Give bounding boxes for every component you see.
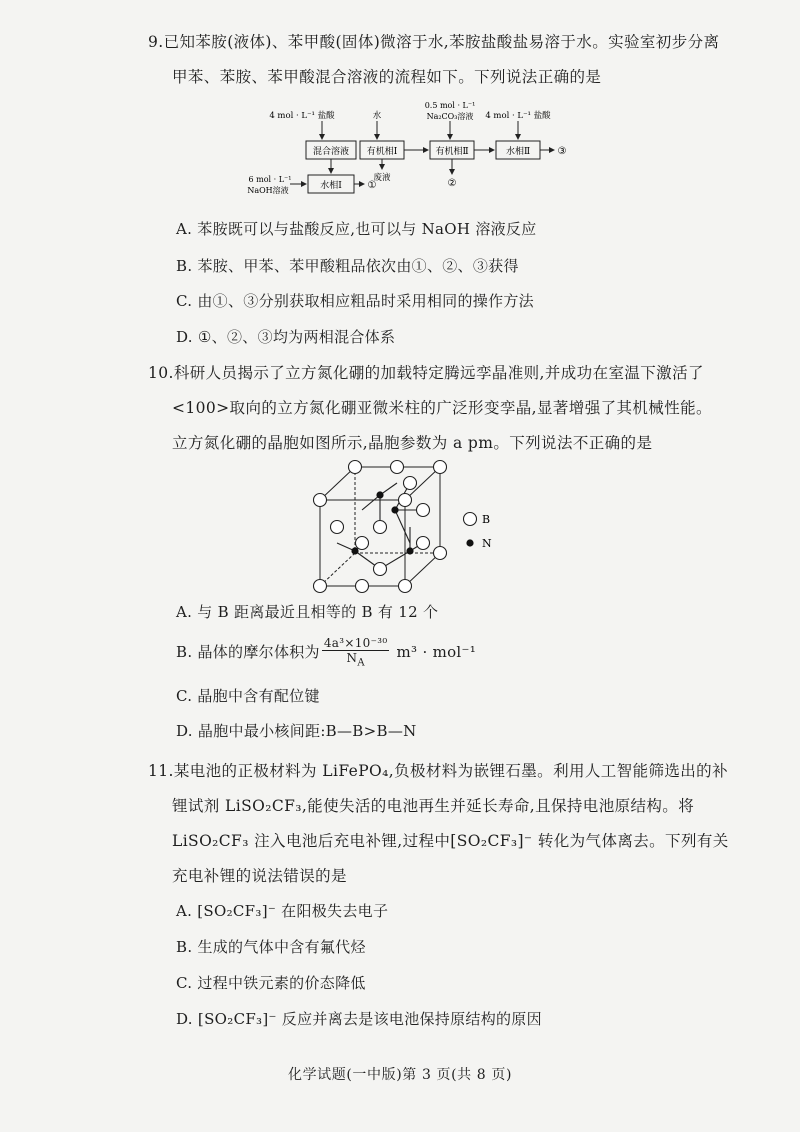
q9-stem-line2: 甲苯、苯胺、苯甲酸混合溶液的流程如下。下列说法正确的是 [172, 68, 602, 86]
q11-option-d: D. [SO₂CF₃]⁻ 反应并离去是该电池保持原结构的原因 [176, 1010, 542, 1028]
legend-n-label: N [482, 537, 492, 550]
q11-stem-line3: LiSO₂CF₃ 注入电池后充电补锂,过程中[SO₂CF₃]⁻ 转化为气体离去。下列有关 [172, 832, 729, 850]
q10-stem-line1: 10.科研人员揭示了立方氮化硼的加载特定腾远孪晶准则,并成功在室温下激活了 [148, 364, 704, 382]
q10-stem-line3: 立方氮化硼的晶胞如图所示,晶胞参数为 a pm。下列说法不正确的是 [172, 434, 653, 452]
q11-stem-line1: 11.某电池的正极材料为 LiFePO₄,负极材料为嵌锂石墨。利用人工智能筛选出的补 [148, 762, 728, 780]
fraction-denominator [322, 651, 390, 670]
flow-box-mixed-solution: 混合溶液 [312, 147, 350, 157]
flow-out1: ① [367, 180, 377, 191]
q9-option-d: D. ①、②、③均为两相混合体系 [176, 328, 396, 346]
flow-box-aqueous1: 水相Ⅰ [320, 181, 342, 191]
flow-reagent4: 4 mol · L⁻¹ 盐酸 [485, 111, 551, 121]
flow-reagent5-line1: 6 mol · L⁻¹ [248, 175, 292, 184]
q10-option-b-prefix: B. 晶体的摩尔体积为 [176, 643, 320, 662]
flow-box-aqueous2: 水相Ⅱ [505, 147, 531, 157]
flow-box-organic2: 有机相Ⅱ [435, 147, 469, 157]
q10-stem-line2: <100>取向的立方氮化硼亚微米柱的广泛形变孪晶,显著增强了其机械性能。 [172, 399, 712, 417]
q10-option-d: D. 晶胞中最小核间距:B—B>B—N [176, 722, 417, 740]
q11-option-a: A. [SO₂CF₃]⁻ 在阳极失去电子 [176, 902, 389, 920]
q9-option-a: A. 苯胺既可以与盐酸反应,也可以与 NaOH 溶液反应 [176, 220, 537, 238]
flow-reagent3-line1: 0.5 mol · L⁻¹ [424, 101, 476, 110]
flow-waste: 废液 [373, 173, 391, 183]
flow-reagent1: 4 mol · L⁻¹ 盐酸 [269, 111, 335, 121]
q9-flowchart [240, 96, 580, 208]
flow-reagent2: 水 [372, 111, 382, 121]
fraction-numerator: 4a³×10⁻³⁰ [323, 636, 388, 650]
flow-reagent5-line2: NaOH溶液 [247, 186, 289, 195]
q10-option-a: A. 与 B 距离最近且相等的 B 有 12 个 [176, 603, 439, 621]
flow-box-organic1: 有机相Ⅰ [366, 147, 398, 157]
flow-out3: ③ [557, 146, 567, 157]
q9-option-c: C. 由①、③分别获取相应粗品时采用相同的操作方法 [176, 292, 534, 310]
q9-option-b: B. 苯胺、甲苯、苯甲酸粗品依次由①、②、③获得 [176, 257, 519, 275]
flow-out2: ② [447, 178, 457, 189]
fraction-den-subscript: A [357, 657, 365, 669]
q11-stem-line2: 锂试剂 LiSO₂CF₃,能使失活的电池再生并延长寿命,且保持电池原结构。将 [172, 797, 695, 815]
q11-option-c: C. 过程中铁元素的价态降低 [176, 974, 366, 992]
crystal-cell-diagram [300, 455, 520, 605]
q9-stem-line1: 9.已知苯胺(液体)、苯甲酸(固体)微溶于水,苯胺盐酸盐易溶于水。实验室初步分离 [148, 33, 720, 51]
q11-option-b: B. 生成的气体中含有氟代烃 [176, 938, 366, 956]
q10-option-b [176, 636, 476, 670]
fraction-den-symbol: N [346, 651, 358, 665]
q10-option-b-suffix: m³ · mol⁻¹ [391, 643, 477, 662]
molar-volume-fraction [322, 636, 390, 670]
flow-reagent3-line2: Na₂CO₃溶液 [426, 112, 474, 121]
page-footer: 化学试题(一中版)第 3 页(共 8 页) [287, 1067, 513, 1083]
q10-option-c: C. 晶胞中含有配位键 [176, 687, 320, 705]
legend-b-label: B [482, 513, 491, 526]
q11-stem-line4: 充电补锂的说法错误的是 [172, 867, 347, 885]
